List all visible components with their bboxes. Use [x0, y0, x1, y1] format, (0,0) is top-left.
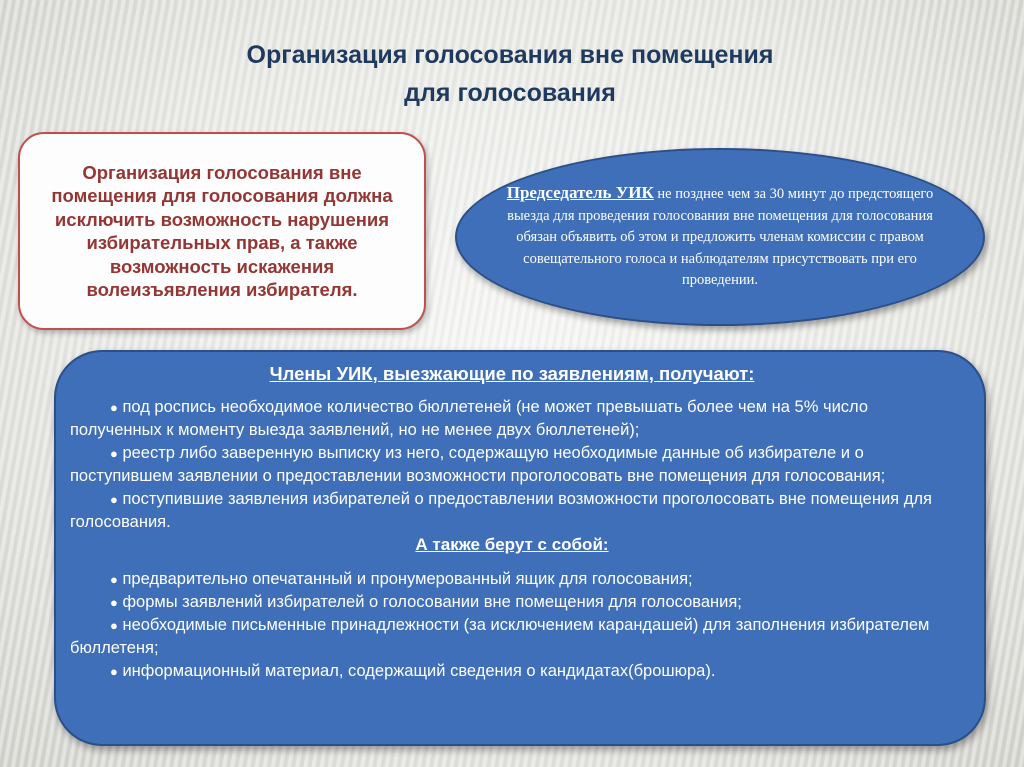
warning-box [18, 132, 426, 330]
warning-text: Организация голосования вне помещения для голосования должна исключить возможность нарушения избирательных прав, а также возможность искажения волеизъявления избирателя. [51, 161, 393, 300]
bullet-icon: ● [110, 446, 118, 461]
chairman-text: не позднее чем за 30 минут до предстоящего выезда для проведения голосования вне помещения для голосования обязан объявить об этом и предложить членам комиссии с правом совещательного голоса и наблюдателям присутствовать при его проведении. [507, 186, 934, 289]
receive-item-text: под роспись необходимое количество бюллетеней (не может превышать более чем на 5% число полученных к моменту выезда заявлений, но не менее двух бюллетеней); [70, 398, 869, 439]
take-item-text: информационный материал, содержащий сведения о кандидатах(брошюра). [122, 662, 716, 680]
bullet-icon: ● [110, 492, 118, 507]
take-item-text: формы заявлений избирателей о голосовании вне помещения для голосования; [122, 593, 742, 611]
bullet-icon: ● [110, 618, 118, 633]
take-item-4 [70, 660, 954, 683]
take-item-text: необходимые письменные принадлежности (за исключением карандашей) для заполнения избирателем бюллетеня; [70, 616, 930, 657]
receive-item-text: реестр либо заверенную выписку из него, содержащую необходимые данные об избирателе и о поступившем заявлении о предоставлении возможности проголосовать вне помещения для голосования; [70, 444, 886, 485]
receive-item-text: поступившие заявления избирателей о предоставлении возможности проголосовать вне помещения для голосования. [70, 490, 932, 531]
take-item-2 [70, 591, 954, 614]
receive-item-1 [70, 396, 954, 442]
chairman-oval [455, 148, 985, 326]
bullet-icon: ● [110, 400, 118, 415]
members-box [54, 350, 986, 746]
take-item-3 [70, 614, 954, 660]
receive-item-3 [70, 488, 954, 534]
slide-title-line-1: Организация голосования вне помещения [246, 41, 774, 69]
bullet-icon: ● [110, 595, 118, 610]
chairman-text-block [505, 182, 935, 292]
take-item-text: предварительно опечатанный и пронумерованный ящик для голосования; [122, 570, 693, 588]
also-take-heading: А также берут с собой: [415, 535, 609, 554]
bullet-icon: ● [110, 572, 118, 587]
receive-item-2 [70, 442, 954, 488]
slide-title [150, 36, 870, 112]
take-item-1 [70, 568, 954, 591]
chairman-lead: Председатель УИК [506, 183, 654, 203]
bullet-icon: ● [110, 664, 118, 679]
members-heading: Члены УИК, выезжающие по заявлениям, получают: [269, 363, 755, 384]
slide-title-line-2: для голосования [404, 79, 616, 107]
